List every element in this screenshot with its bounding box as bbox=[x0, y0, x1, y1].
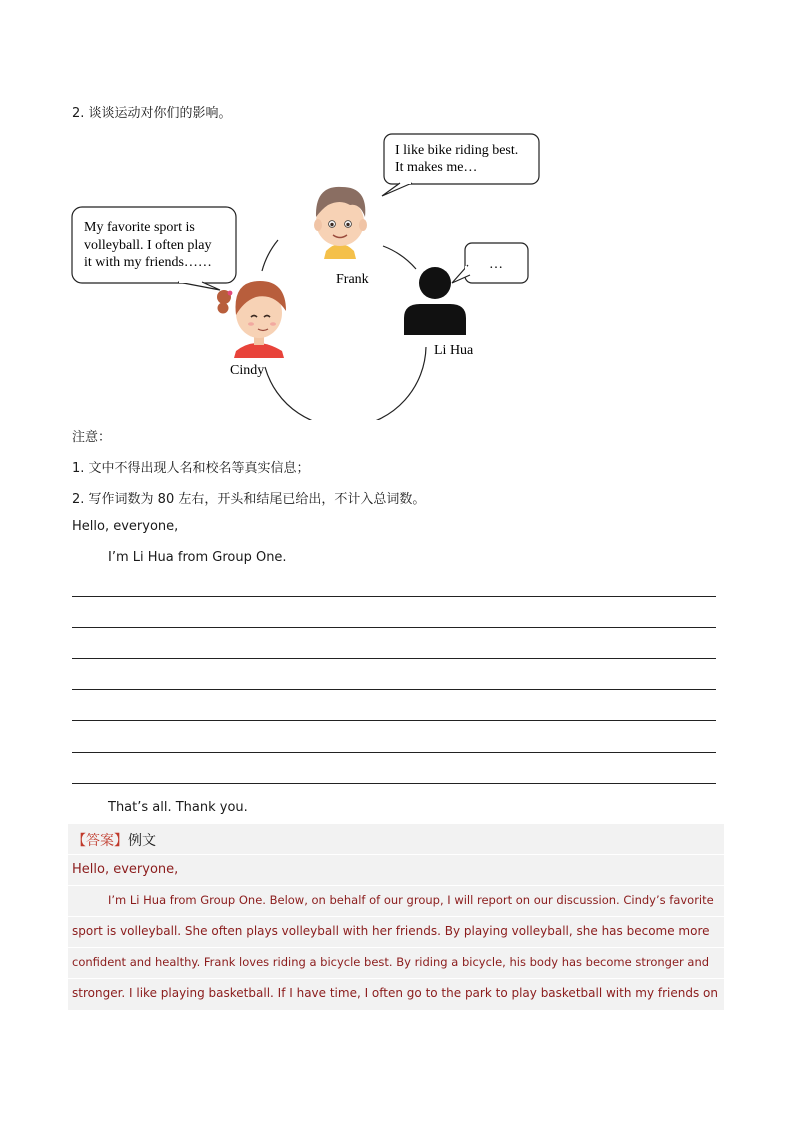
name-cindy: Cindy bbox=[230, 363, 265, 378]
answer-bracket-label: 【答案】 bbox=[72, 833, 128, 849]
cindy-avatar bbox=[217, 281, 286, 358]
answer-example-label: 例文 bbox=[128, 833, 156, 849]
name-frank: Frank bbox=[336, 272, 369, 287]
name-lihua: Li Hua bbox=[434, 343, 474, 358]
answer-label bbox=[72, 830, 156, 850]
answer-line-3: confident and healthy. Frank loves riding a bicycle best. By riding a bicycle, his body has become stronger and bbox=[72, 955, 710, 969]
answer-section bbox=[68, 824, 724, 1010]
note-item-1: 1. 文中不得出现人名和校名等真实信息； bbox=[72, 461, 310, 476]
answer-line-1: I’m Li Hua from Group One. Below, on behalf of our group, I will report on our discussion. Cindy’s favorite bbox=[108, 893, 714, 907]
writing-line[interactable] bbox=[72, 720, 716, 721]
writing-line[interactable] bbox=[72, 627, 716, 628]
writing-line[interactable] bbox=[72, 596, 716, 597]
frank-bubble-line-2: It makes me… bbox=[395, 160, 478, 175]
writing-line[interactable] bbox=[72, 783, 716, 784]
circle-arc-bottom bbox=[265, 347, 426, 420]
circle-arc-left-top bbox=[262, 240, 278, 271]
cindy-bubble-line-1: My favorite sport is bbox=[84, 220, 195, 235]
writing-line[interactable] bbox=[72, 658, 716, 659]
frank-speech-bubble bbox=[384, 134, 539, 184]
note-item-2: 2. 写作词数为 80 左右，开头和结尾已给出，不计入总词数。 bbox=[72, 492, 426, 507]
template-intro: I’m Li Hua from Group One. bbox=[108, 550, 287, 565]
answer-line-4: stronger. I like playing basketball. If I have time, I often go to the park to play basketball with my friends on bbox=[72, 986, 718, 1000]
answer-greeting: Hello, everyone, bbox=[72, 862, 179, 877]
notes-title: 注意： bbox=[72, 430, 112, 445]
lihua-bubble-text: … bbox=[489, 257, 503, 272]
template-closing: That’s all. Thank you. bbox=[108, 800, 248, 815]
answer-line-2: sport is volleyball. She often plays volleyball with her friends. By playing volleyball, she has become more bbox=[72, 924, 710, 938]
writing-line[interactable] bbox=[72, 752, 716, 753]
circle-arc-right-top bbox=[383, 246, 416, 269]
cindy-bubble-line-2: volleyball. I often play bbox=[84, 238, 212, 253]
task-heading: 2. 谈谈运动对你们的影响。 bbox=[72, 106, 232, 121]
writing-line[interactable] bbox=[72, 689, 716, 690]
discussion-illustration bbox=[60, 125, 560, 420]
frank-bubble-line-1: I like bike riding best. bbox=[395, 143, 519, 158]
frank-avatar bbox=[314, 187, 367, 259]
cindy-bubble-line-3: it with my friends…… bbox=[84, 255, 212, 270]
template-greeting: Hello, everyone, bbox=[72, 519, 179, 534]
